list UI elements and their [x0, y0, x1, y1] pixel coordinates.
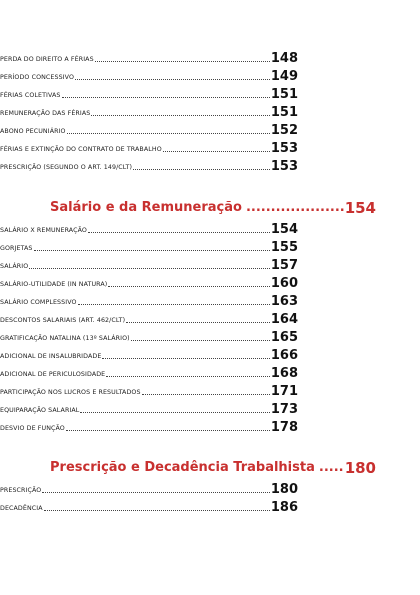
section-title: Salário e da Remuneração [50, 200, 242, 215]
toc-entry-ferias-coletivas[interactable] [0, 86, 298, 102]
dot-leader [163, 151, 270, 152]
dot-leader [102, 358, 269, 359]
dot-leader [80, 412, 269, 413]
toc-entry-title: ADICIONAL DE PERICULOSIDADE [0, 371, 106, 378]
toc-entry-prescricao[interactable] [0, 481, 298, 497]
dot-leader [131, 340, 270, 341]
dot-leader [67, 133, 270, 134]
dot-leader [106, 376, 270, 377]
toc-entry-ferias-extincao-contrato[interactable] [0, 140, 298, 156]
toc-entry-page: 178 [270, 420, 298, 435]
toc-entry-salario-utilidade[interactable] [0, 275, 298, 291]
toc-entry-adicional-periculosidade[interactable] [0, 365, 298, 381]
toc-entry-page: 163 [270, 294, 298, 309]
toc-entry-page: 152 [270, 123, 298, 138]
section-dot-leader [319, 460, 344, 476]
toc-entry-page: 151 [270, 87, 298, 102]
toc-entry-page: 173 [270, 402, 298, 417]
dot-leader [108, 286, 269, 287]
dot-leader [34, 250, 270, 251]
toc-entry-title: DECADÊNCIA [0, 505, 43, 512]
toc-entry-title: ADICIONAL DE INSALUBRIDADE [0, 353, 102, 360]
toc-entry-page: 165 [270, 330, 298, 345]
toc-entry-page: 180 [270, 482, 298, 497]
dot-leader [126, 322, 270, 323]
toc-entry-page: 155 [270, 240, 298, 255]
toc-entry-title: DESCONTOS SALARIAIS (ART. 462/CLT) [0, 317, 126, 324]
dot-leader [91, 115, 270, 116]
toc-entry-title: ABONO PECUNIÁRIO [0, 128, 66, 135]
toc-entry-page: 166 [270, 348, 298, 363]
dot-leader [66, 430, 270, 431]
toc-entry-title: GORJETAS [0, 245, 33, 252]
toc-entry-periodo-concessivo[interactable] [0, 68, 298, 84]
toc-section-salario-remuneracao[interactable] [50, 200, 376, 216]
dot-leader [75, 79, 270, 80]
dot-leader [29, 268, 270, 269]
toc-entry-page: 160 [270, 276, 298, 291]
dot-leader [88, 232, 270, 233]
toc-entry-title: REMUNERAÇÃO DAS FÉRIAS [0, 110, 91, 117]
toc-entry-salario-x-remuneracao[interactable] [0, 221, 298, 237]
toc-entry-title: PARTICIPAÇÃO NOS LUCROS E RESULTADOS [0, 389, 141, 396]
toc-entry-page: 157 [270, 258, 298, 273]
dot-leader [42, 492, 270, 493]
toc-entry-desvio-funcao[interactable] [0, 419, 298, 435]
dot-leader [44, 510, 270, 511]
toc-entry-title: PERDA DO DIREITO A FÉRIAS [0, 56, 94, 63]
toc-entry-prescricao-art-149[interactable] [0, 158, 298, 174]
toc-entry-descontos-salariais[interactable] [0, 311, 298, 327]
dot-leader [95, 61, 270, 62]
toc-entry-abono-pecuniario[interactable] [0, 122, 298, 138]
toc-entry-title: PRESCRIÇÃO (SEGUNDO O ART. 149/CLT) [0, 164, 133, 171]
toc-entry-title: SALÁRIO COMPLESSIVO [0, 299, 77, 306]
toc-entry-page: 171 [270, 384, 298, 399]
toc-entry-gratificacao-natalina[interactable] [0, 329, 298, 345]
toc-entry-equiparacao-salarial[interactable] [0, 401, 298, 417]
toc-entry-perda-direito-ferias[interactable] [0, 50, 298, 66]
toc-section-prescricao-decadencia[interactable] [50, 460, 376, 476]
toc-entry-page: 168 [270, 366, 298, 381]
toc-entry-salario[interactable] [0, 257, 298, 273]
toc-entry-adicional-insalubridade[interactable] [0, 347, 298, 363]
toc-entry-page: 148 [270, 51, 298, 66]
toc-entry-title: PRESCRIÇÃO [0, 487, 42, 494]
dot-leader [133, 169, 270, 170]
dot-leader [142, 394, 270, 395]
section-page: 154 [344, 199, 376, 217]
toc-entry-page: 153 [270, 159, 298, 174]
toc-entry-page: 151 [270, 105, 298, 120]
toc-entry-page: 186 [270, 500, 298, 515]
toc-entry-title: FÉRIAS E EXTINÇÃO DO CONTRATO DE TRABALHO [0, 146, 162, 153]
toc-entry-page: 149 [270, 69, 298, 84]
toc-entry-title: EQUIPARAÇÃO SALARIAL [0, 407, 80, 414]
toc-entry-title: PERÍODO CONCESSIVO [0, 74, 75, 81]
section-title: Prescrição e Decadência Trabalhista [50, 460, 315, 475]
toc-entry-salario-complessivo[interactable] [0, 293, 298, 309]
toc-entry-remuneracao-ferias[interactable] [0, 104, 298, 120]
toc-entry-title: SALÁRIO [0, 263, 29, 270]
toc-entry-gorjetas[interactable] [0, 239, 298, 255]
section-page: 180 [344, 459, 376, 477]
dot-leader [62, 97, 270, 98]
toc-entry-title: DESVIO DE FUNÇÃO [0, 425, 65, 432]
toc-entry-page: 153 [270, 141, 298, 156]
toc-entry-title: GRATIFICAÇÃO NATALINA (13º SALÁRIO) [0, 335, 130, 342]
toc-entry-title: FÉRIAS COLETIVAS [0, 92, 61, 99]
toc-entry-title: SALÁRIO X REMUNERAÇÃO [0, 227, 87, 234]
section-dot-leader [246, 200, 344, 216]
toc-entry-page: 164 [270, 312, 298, 327]
toc-entry-title: SALÁRIO-UTILIDADE (IN NATURA) [0, 281, 108, 288]
dot-leader [78, 304, 270, 305]
toc-entry-decadencia[interactable] [0, 499, 298, 515]
toc-entry-participacao-lucros[interactable] [0, 383, 298, 399]
toc-entry-page: 154 [270, 222, 298, 237]
